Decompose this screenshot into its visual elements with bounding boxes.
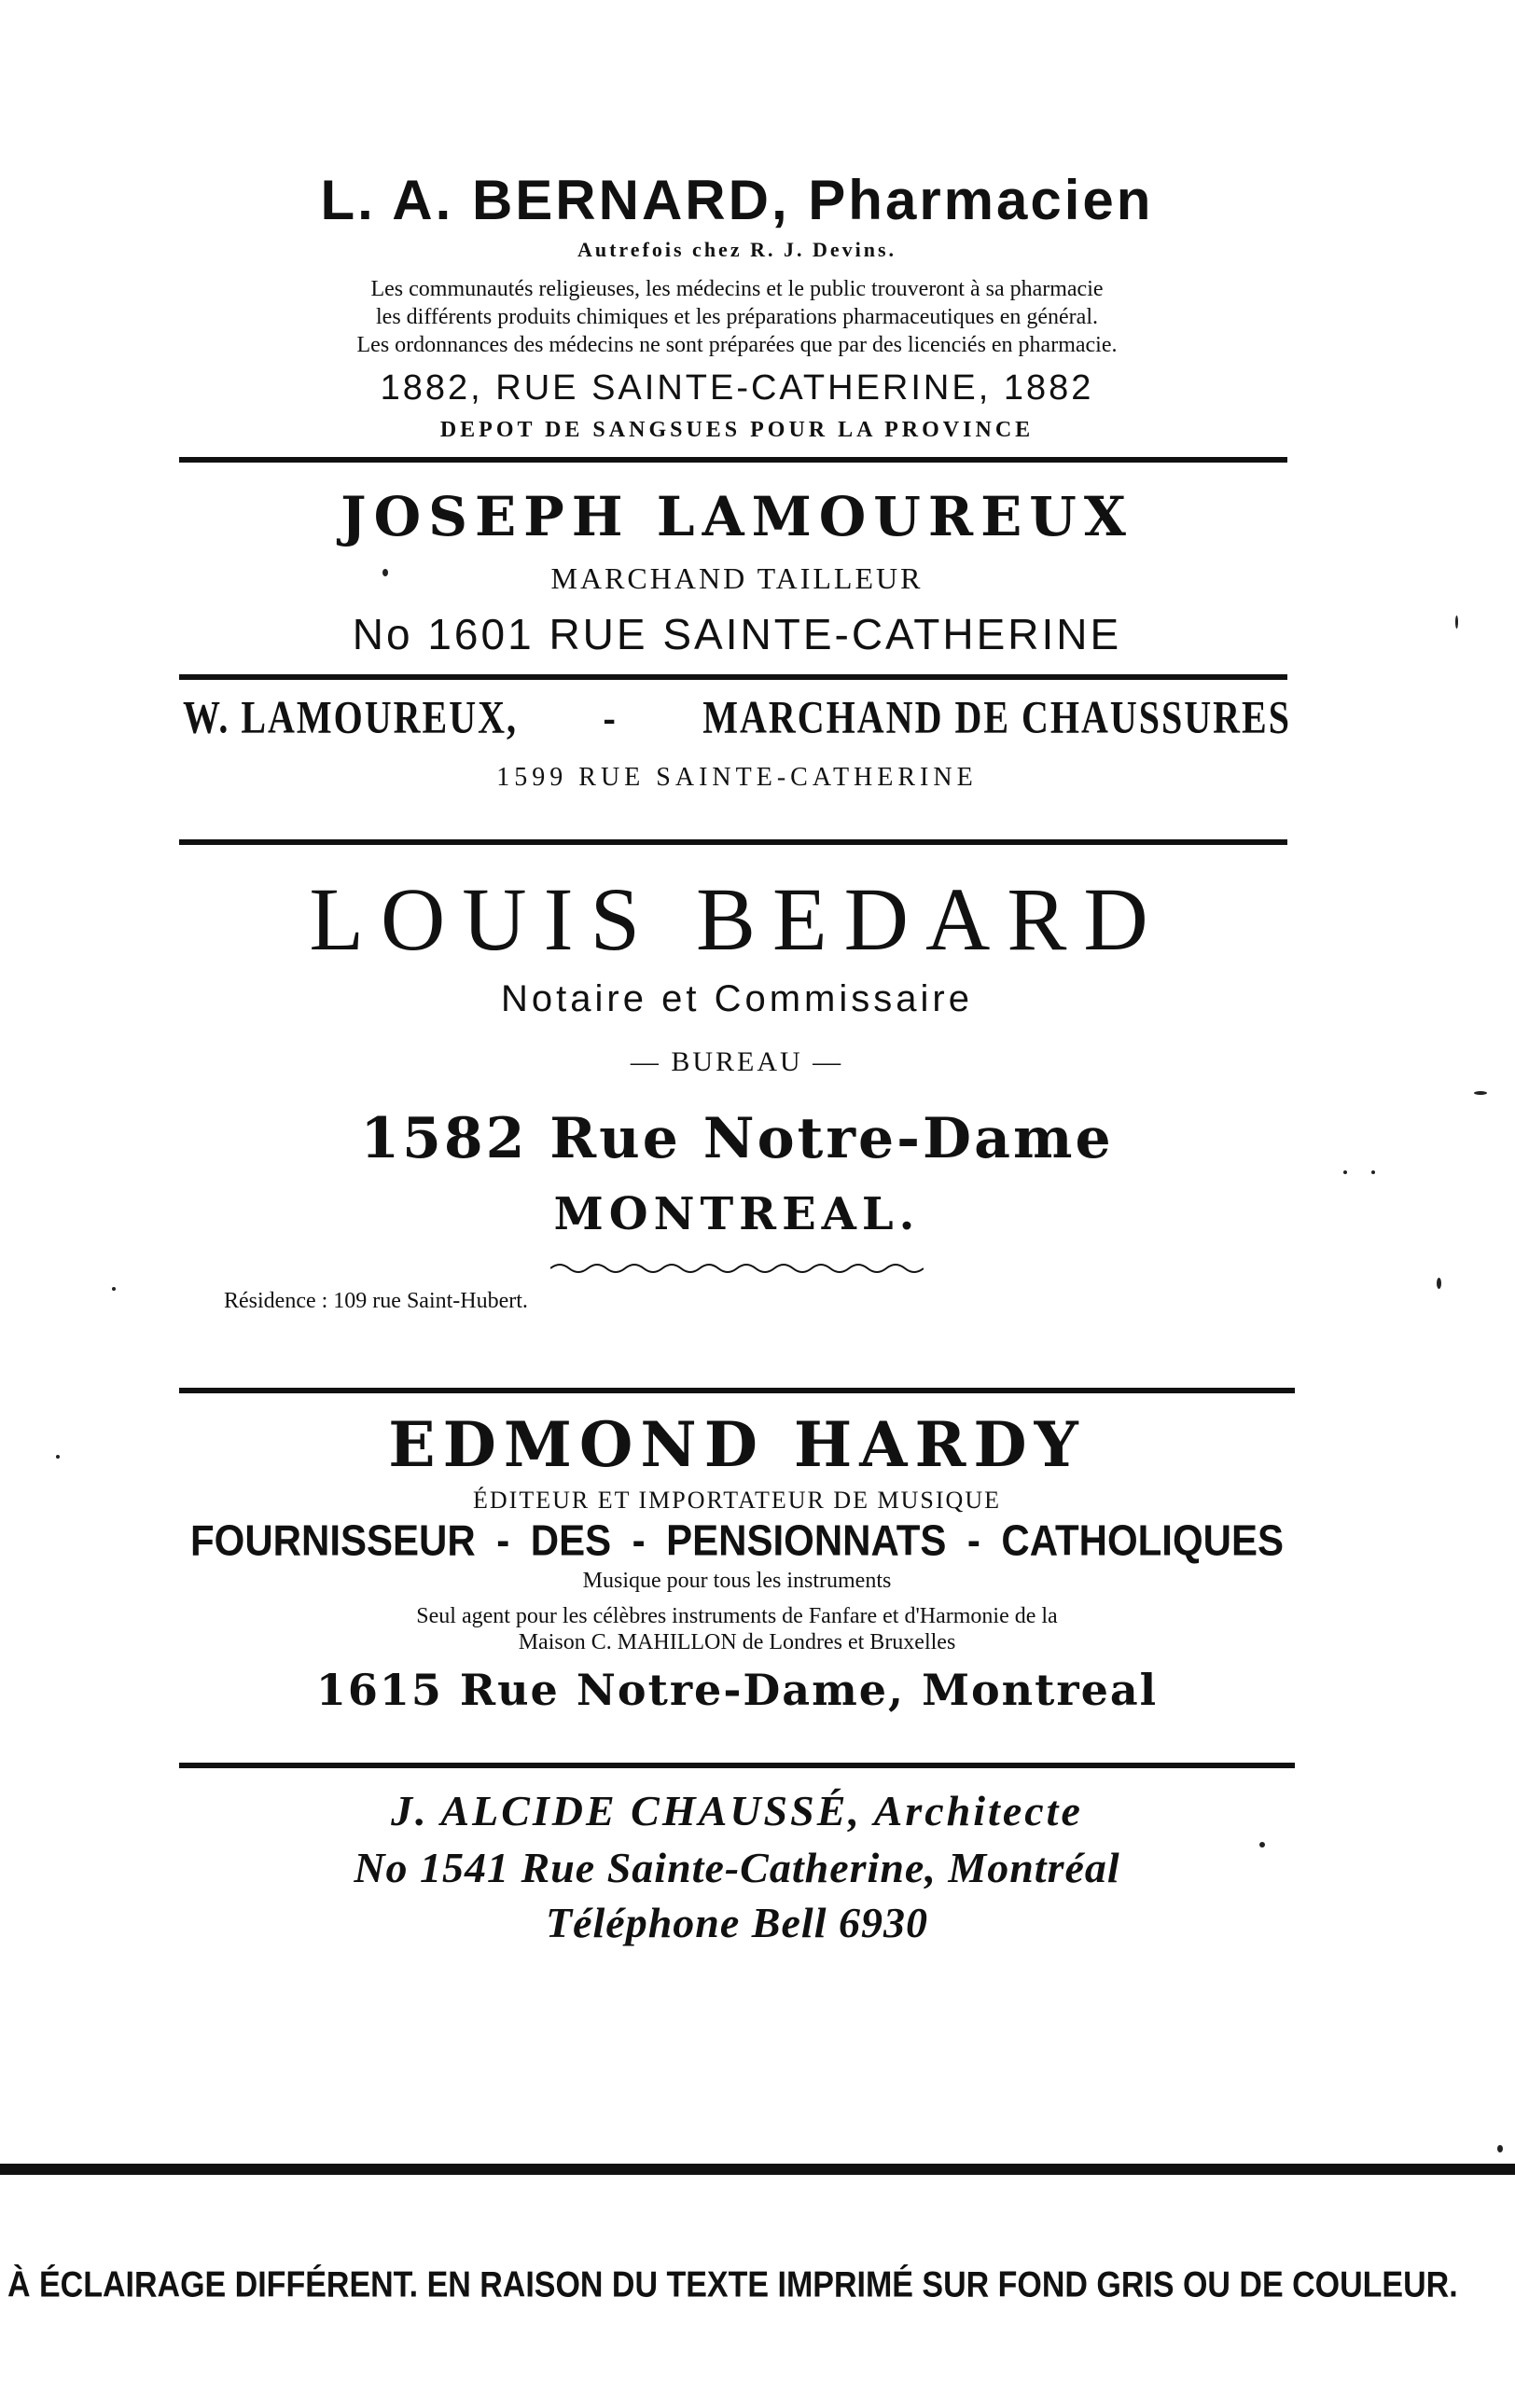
fournisseur-word: - — [966, 1515, 980, 1565]
ad-w-lamoureux — [177, 690, 1297, 793]
hardy-agent — [177, 1603, 1297, 1655]
wlamoureux-name: W. LAMOUREUX, — [183, 690, 518, 743]
hardy-agent-line: Maison C. MAHILLON de Londres et Bruxelles — [518, 1630, 956, 1654]
hardy-agent-line: Seul agent pour les célèbres instruments de Fanfare et d'Harmonie de la — [416, 1604, 1058, 1628]
bedard-address: 1582 Rue Notre-Dame — [360, 1106, 1114, 1171]
bedard-residence: Résidence : 109 rue Saint-Hubert. — [224, 1289, 528, 1313]
wavy-ornament-icon — [550, 1259, 924, 1278]
hardy-fournisseur-row — [177, 1516, 1297, 1566]
hardy-subtitle: ÉDITEUR ET IMPORTATEUR DE MUSIQUE — [473, 1487, 1001, 1514]
bernard-para-line: les différents produits chimiques et les préparations pharmaceutiques en général. — [376, 305, 1098, 329]
bedard-title: LOUIS BEDARD — [309, 869, 1165, 969]
divider-rule — [179, 674, 1287, 680]
divider-rule — [179, 457, 1287, 463]
bedard-profession: Notaire et Commissaire — [501, 978, 973, 1019]
divider-rule — [179, 1388, 1295, 1393]
hardy-title: EDMOND HARDY — [388, 1408, 1086, 1481]
wlamoureux-title-row — [177, 689, 1297, 744]
scan-speck — [1343, 1170, 1347, 1174]
ad-bernard — [177, 168, 1297, 443]
scan-speck — [1371, 1170, 1375, 1174]
bernard-depot: DEPOT DE SANGSUES POUR LA PROVINCE — [439, 418, 1035, 442]
fournisseur-word: - — [632, 1515, 646, 1565]
scan-speck — [112, 1287, 116, 1291]
divider-rule — [179, 1763, 1295, 1768]
ad-joseph-lamoureux — [177, 485, 1297, 659]
fournisseur-word: FOURNISSEUR — [190, 1515, 476, 1565]
scan-speck — [1259, 1842, 1265, 1848]
bernard-subtitle: Autrefois chez R. J. Devins. — [577, 238, 897, 261]
scan-speck — [1455, 616, 1458, 629]
scan-speck — [1437, 1278, 1441, 1289]
divider-rule — [179, 839, 1287, 845]
ad-louis-bedard — [177, 867, 1297, 1314]
wlamoureux-trade: MARCHAND DE CHAUSSURES — [702, 690, 1291, 743]
bernard-para-line: Les ordonnances des médecins ne sont préparées que par des licenciés en pharmacie. — [356, 333, 1118, 357]
hardy-address: 1615 Rue Notre-Dame, Montreal — [315, 1665, 1159, 1715]
scan-speck — [1497, 2145, 1503, 2152]
fournisseur-word: - — [496, 1515, 510, 1565]
scan-speck — [1474, 1091, 1487, 1095]
fournisseur-word: CATHOLIQUES — [1001, 1515, 1284, 1565]
footer-note: À ÉCLAIRAGE DIFFÉRENT. EN RAISON DU TEXTE IMPRIMÉ SUR FOND GRIS OU DE COULEUR. — [7, 2264, 1458, 2305]
wlamoureux-address: 1599 RUE SAINTE-CATHERINE — [496, 763, 978, 792]
chausse-address: No 1541 Rue Sainte-Catherine, Montréal — [354, 1844, 1120, 1891]
bedard-bureau: — BUREAU — — [630, 1046, 844, 1077]
joseph-trade: MARCHAND TAILLEUR — [550, 561, 924, 595]
bernard-address: 1882, RUE SAINTE-CATHERINE, 1882 — [380, 368, 1094, 408]
joseph-address: No 1601 RUE SAINTE-CATHERINE — [352, 610, 1122, 658]
bottom-rule — [0, 2164, 1515, 2175]
scan-speck — [382, 569, 388, 576]
bedard-city: MONTREAL. — [553, 1188, 921, 1240]
scan-speck — [56, 1455, 60, 1459]
bernard-para-line: Les communautés religieuses, les médecins et le public trouveront à sa pharmacie — [370, 277, 1104, 301]
hardy-musique: Musique pour tous les instruments — [582, 1569, 892, 1593]
ad-alcide-chausse — [177, 1786, 1297, 1947]
chausse-telephone: Téléphone Bell 6930 — [546, 1899, 928, 1946]
joseph-title: JOSEPH LAMOUREUX — [341, 485, 1133, 548]
fournisseur-word: PENSIONNATS — [666, 1515, 947, 1565]
fournisseur-word: DES — [530, 1515, 612, 1565]
flourish-ornament — [177, 1259, 1297, 1278]
bernard-description — [177, 275, 1297, 359]
wlamoureux-dash: - — [603, 690, 618, 743]
ad-edmond-hardy — [177, 1408, 1297, 1715]
bernard-title: L. A. BERNARD, Pharmacien — [320, 169, 1154, 231]
chausse-name: J. ALCIDE CHAUSSÉ, Architecte — [391, 1787, 1083, 1834]
